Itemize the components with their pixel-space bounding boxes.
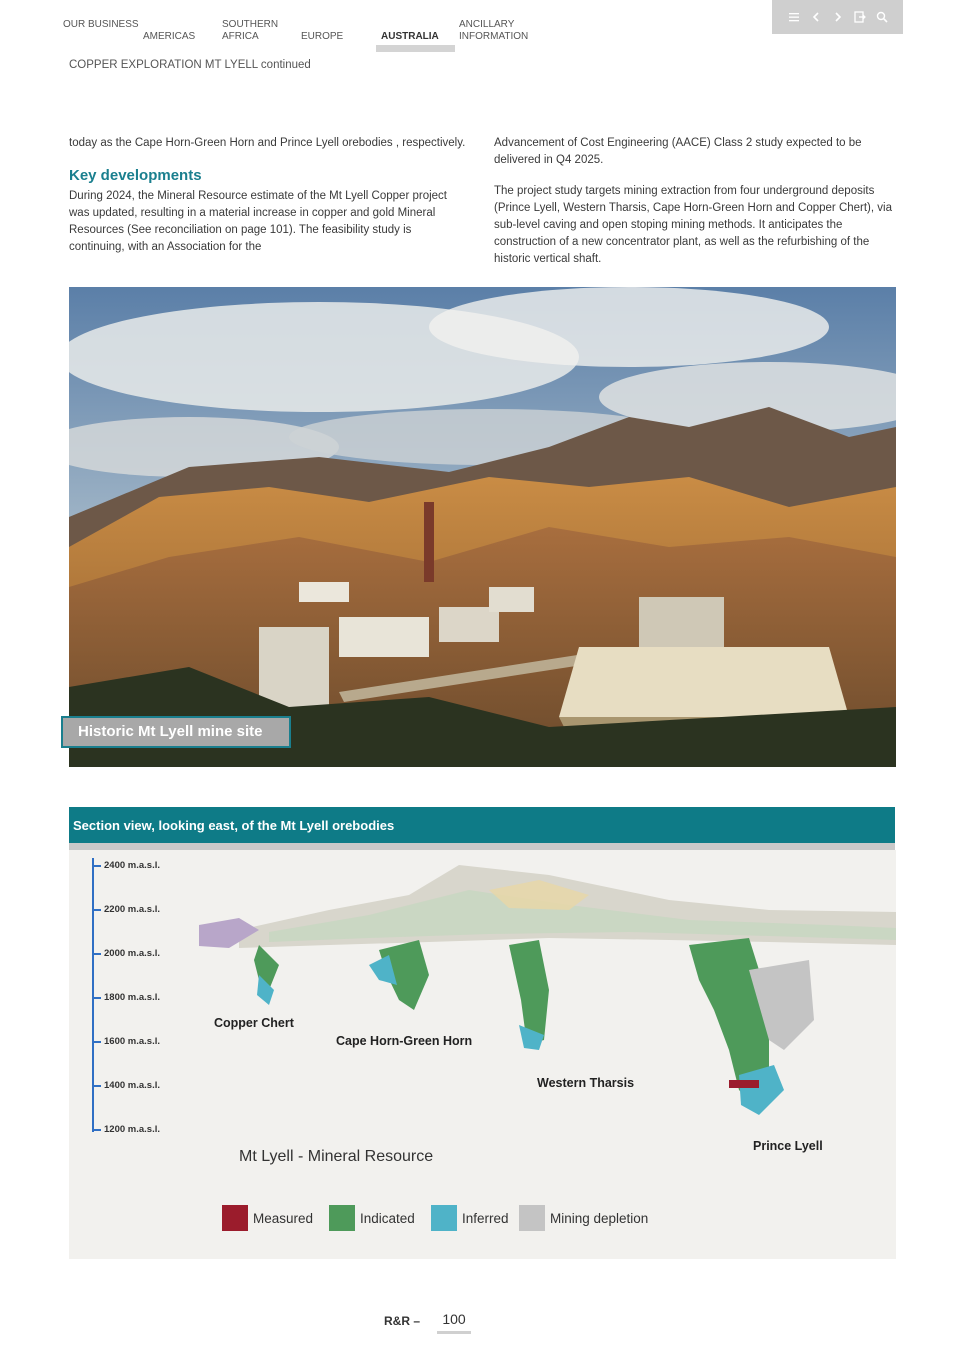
prince-lyell-label: Prince Lyell (753, 1139, 823, 1153)
mine-site-photo (69, 287, 896, 767)
left-column (69, 135, 469, 256)
elevation-label: 1600 m.a.s.l. (104, 1036, 160, 1047)
western-tharsis-label: Western Tharsis (537, 1076, 635, 1090)
photo-caption: Historic Mt Lyell mine site (61, 716, 291, 748)
legend-mining-depletion: Mining depletion (519, 1205, 648, 1231)
footer-report-name: R&R – (384, 1314, 421, 1328)
toolbar (772, 0, 903, 34)
nav-ancillary-information[interactable]: ANCILLARY INFORMATION (459, 19, 529, 42)
cape-horn-label: Cape Horn-Green Horn (336, 1034, 473, 1048)
nav-our-business[interactable]: OUR BUSINESS (63, 19, 139, 30)
right-paragraph-2: The project study targets mining extraction from four underground deposits (Prince Lyell, Western Tharsis, Cape Horn-Green Horn and Copper Chert), via sub-level caving and open stoping mining methods. It anticipates the construction of a new concentrator plant, as well as the refurbishing of the historic vertical shaft. (494, 185, 892, 265)
legend-measured: Measured (222, 1205, 313, 1231)
right-column (494, 135, 894, 268)
section-view-illustration (69, 850, 896, 1259)
legend-swatch (431, 1205, 457, 1231)
legend-inferred: Inferred (431, 1205, 509, 1231)
elevation-label: 2000 m.a.s.l. (104, 948, 160, 959)
chevron-right-icon[interactable] (829, 8, 847, 26)
section-label: COPPER EXPLORATION MT LYELL continued (69, 59, 311, 71)
mine-site-illustration (69, 287, 896, 767)
elevation-label: 1400 m.a.s.l. (104, 1080, 160, 1091)
exit-icon[interactable] (851, 8, 869, 26)
diagram-header: Section view, looking east, of the Mt Lyell orebodies (69, 807, 895, 843)
elevation-label: 2400 m.a.s.l. (104, 860, 160, 871)
left-paragraph-1: today as the Cape Horn-Green Horn and Prince Lyell orebodies , respectively. (69, 137, 466, 149)
right-paragraph-1: Advancement of Cost Engineering (AACE) Class 2 study expected to be delivered in Q4 2025. (494, 137, 862, 166)
menu-icon[interactable] (785, 8, 803, 26)
elevation-label: 1800 m.a.s.l. (104, 992, 160, 1003)
nav-active-indicator (376, 45, 455, 52)
legend-swatch (329, 1205, 355, 1231)
legend-swatch (222, 1205, 248, 1231)
nav-southern-africa[interactable]: SOUTHERN AFRICA (222, 19, 279, 42)
elevation-label: 2200 m.a.s.l. (104, 904, 160, 915)
chevron-left-icon[interactable] (807, 8, 825, 26)
nav-americas[interactable]: AMERICAS (143, 31, 196, 42)
nav-europe[interactable]: EUROPE (301, 31, 344, 42)
elevation-label: 1200 m.a.s.l. (104, 1124, 160, 1135)
legend-indicated: Indicated (329, 1205, 415, 1231)
legend-swatch (519, 1205, 545, 1231)
page-number: 100 (442, 1311, 466, 1327)
nav-australia[interactable]: AUSTRALIA (381, 31, 439, 42)
left-paragraph-2: During 2024, the Mineral Resource estimate of the Mt Lyell Copper project was updated, resulting in a material increase in copper and gold Mineral Resources (See reconciliation on page 101). The feasibility study is continuing, with an Association for the (69, 190, 447, 253)
orebody-section-diagram (69, 850, 896, 1259)
diagram-header-bar (69, 843, 895, 850)
search-icon[interactable] (873, 8, 891, 26)
key-developments-heading: Key developments (69, 167, 202, 184)
copper-chert-label: Copper Chert (214, 1016, 294, 1030)
page-number-underline (437, 1331, 471, 1334)
mineral-resource-title: Mt Lyell - Mineral Resource (239, 1148, 434, 1165)
